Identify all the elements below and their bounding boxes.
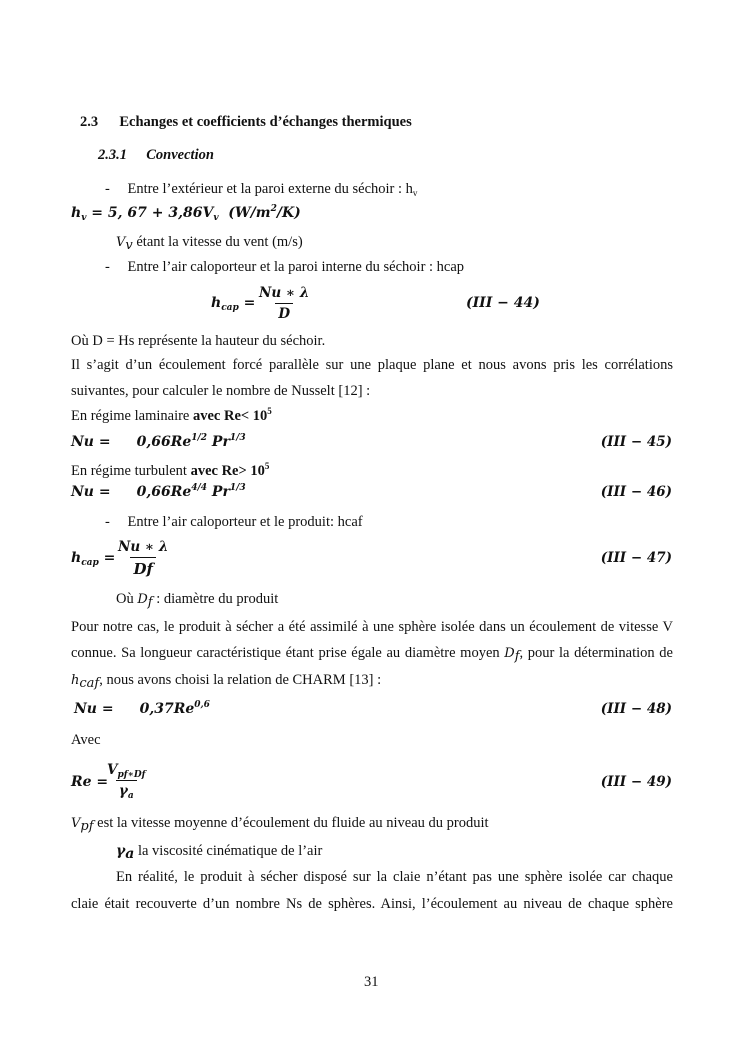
equation-44-fraction: $\frac{Nu ∗ \lambda}{D}$ bbox=[259, 285, 310, 322]
section-number: 2.3 bbox=[80, 114, 99, 130]
section-title: Echanges et coefficients d’échanges thermiques bbox=[119, 114, 412, 130]
subsection-number: 2.3.1 bbox=[98, 147, 127, 163]
equation-44-lhs: $h_{cap}$ = bbox=[211, 295, 256, 313]
para-realite-line2: claie était recouverte d’un nombre Ns de sphères. Ainsi, l’écoulement au niveau de chaque sphère bbox=[71, 896, 673, 912]
equation-47-label: (III − 47) bbox=[600, 550, 672, 566]
vv-note: $V_v$ étant la vitesse du vent (m/s) bbox=[116, 234, 303, 253]
avec-label: Avec bbox=[71, 732, 101, 748]
subsection-heading bbox=[98, 147, 214, 164]
vpf-note: $V_{pf}$ est la vitesse moyenne d’écoulement du fluide au niveau du produit bbox=[71, 815, 489, 834]
equation-46: $Nu = 0,66Re^{4/4}$ $Pr^{1/3}$ bbox=[71, 483, 246, 500]
equation-49-fraction: $V_{pf∗Df}$ $\gamma_a$ bbox=[107, 762, 146, 801]
para-charm-line2: connue. Sa longueur caractéristique étant prise égale au diamètre moyen $D_f$, pour la détermination de bbox=[71, 645, 673, 664]
equation-45: $Nu = 0,66Re^{1/2}$ $Pr^{1/3}$ bbox=[71, 433, 246, 450]
section-heading bbox=[80, 114, 412, 131]
equation-hv: $h_v = 5$, $67 + 3,86V_v$ $(W/m^2/K)$ bbox=[71, 204, 301, 223]
equation-47-lhs: $h_{cap}$ = bbox=[71, 550, 116, 568]
para-charm-line3: $h_{caf}$, nous avons choisi la relation de CHARM [13] : bbox=[71, 672, 382, 691]
equation-47-fraction: $\frac{Nu ∗ \lambda}{Df}$ bbox=[118, 539, 169, 578]
para-hauteur: Où D = Hs représente la hauteur du séchoir. bbox=[71, 333, 326, 349]
equation-49-lhs: Re = bbox=[71, 774, 109, 790]
para-realite-line1: En réalité, le produit à sécher disposé sur la claie n’étant pas une sphère isolée car chaque bbox=[116, 869, 673, 885]
laminar-condition: En régime laminaire avec $Re< 10^5$ bbox=[71, 406, 272, 424]
bullet-exterior: - Entre l’extérieur et la paroi externe du séchoir : $h_v$ bbox=[105, 181, 418, 198]
bullet-caloporteur-produit: - Entre l’air caloporteur et le produit: hcaf bbox=[105, 514, 363, 530]
df-note: Où $D_f$ : diamètre du produit bbox=[116, 591, 279, 610]
bullet-dash: - bbox=[105, 181, 110, 197]
equation-49-label: (III − 49) bbox=[600, 774, 672, 790]
page-number: 31 bbox=[364, 974, 379, 990]
equation-48: Nu = 0,37Re$^{0,6}$ bbox=[74, 700, 210, 717]
equation-45-label: (III − 45) bbox=[600, 434, 672, 450]
subsection-title: Convection bbox=[146, 147, 214, 163]
para-charm-line1: Pour notre cas, le produit à sécher a été assimilé à une sphère isolée dans un écoulement de vitesse V bbox=[71, 619, 673, 635]
para-ecoulement-line1: Il s’agit d’un écoulement forcé parallèle sur une plaque plane et nous avons pris les corrélations bbox=[71, 357, 673, 373]
para-ecoulement-line2: suivantes, pour calculer le nombre de Nusselt [12] : bbox=[71, 383, 371, 399]
turbulent-condition: En régime turbulent avec $Re> 10^5$ bbox=[71, 461, 270, 479]
equation-48-label: (III − 48) bbox=[600, 701, 672, 717]
equation-46-label: (III − 46) bbox=[600, 484, 672, 500]
bullet-caloporteur-paroi: - Entre l’air caloporteur et la paroi interne du séchoir : hcap bbox=[105, 259, 465, 275]
equation-44-label: (III − 44) bbox=[466, 295, 540, 311]
gamma-note: $\gamma_a$ la viscosité cinématique de l’air bbox=[116, 843, 323, 862]
